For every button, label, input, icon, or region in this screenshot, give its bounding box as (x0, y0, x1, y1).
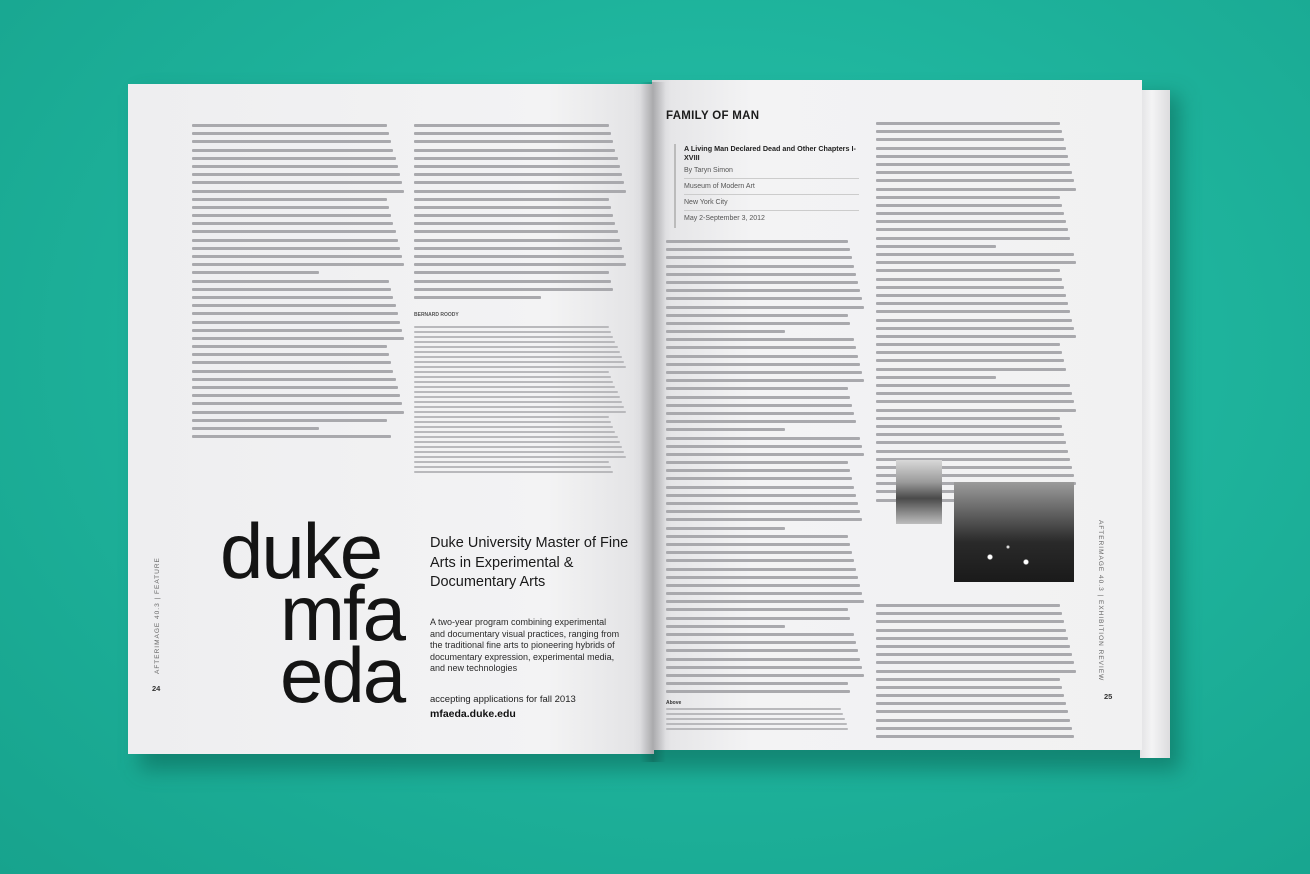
text-line (414, 396, 620, 398)
left-folio: 24 (152, 684, 161, 693)
text-line (192, 214, 391, 217)
text-line (876, 678, 1060, 681)
text-line (192, 181, 402, 184)
text-line (414, 426, 613, 428)
text-line (192, 263, 404, 266)
text-line (666, 510, 860, 513)
text-line (666, 486, 854, 489)
text-line (666, 728, 848, 730)
text-line (666, 445, 862, 448)
text-line (666, 346, 856, 349)
spine-gutter (640, 82, 666, 762)
exhibition-venue: Museum of Modern Art (684, 181, 859, 195)
text-line (414, 466, 611, 468)
text-line (192, 198, 387, 201)
text-line (192, 411, 404, 414)
text-line (876, 163, 1070, 166)
text-line (666, 428, 785, 431)
text-line (192, 353, 389, 356)
text-line (876, 433, 1064, 436)
text-line (192, 230, 396, 233)
text-line (876, 310, 1070, 313)
text-line (666, 625, 785, 628)
text-line (876, 196, 1060, 199)
text-line (666, 371, 862, 374)
text-line (666, 453, 864, 456)
ad-word-mfa: mfa (280, 569, 405, 657)
text-line (666, 379, 864, 382)
text-line (666, 576, 858, 579)
text-line (666, 248, 850, 251)
text-line (666, 633, 854, 636)
right-folio: 25 (1104, 692, 1113, 701)
text-line (666, 518, 862, 521)
text-line (666, 396, 850, 399)
text-line (666, 608, 848, 611)
text-line (666, 690, 850, 693)
text-line (876, 368, 1066, 371)
caption-head: Above (666, 700, 682, 706)
text-line (876, 645, 1070, 648)
text-line (666, 461, 848, 464)
ad-url: mfaeda.duke.edu (430, 708, 516, 720)
text-line (876, 327, 1074, 330)
text-line (192, 132, 389, 135)
text-line (414, 421, 611, 423)
text-line (666, 363, 860, 366)
text-line (876, 122, 1060, 125)
text-line (666, 708, 841, 710)
text-line (414, 132, 611, 135)
text-line (666, 437, 860, 440)
text-line (414, 149, 615, 152)
text-line (192, 304, 396, 307)
text-line (876, 612, 1062, 615)
text-line (876, 253, 1074, 256)
text-line (666, 649, 858, 652)
text-line (666, 387, 848, 390)
ad-word-duke: duke (220, 507, 382, 595)
text-line (192, 190, 404, 193)
text-line (414, 326, 609, 328)
text-line (192, 337, 404, 340)
text-line (876, 212, 1064, 215)
text-line (666, 330, 785, 333)
text-line (192, 435, 391, 438)
text-line (192, 312, 398, 315)
text-line (414, 401, 622, 403)
text-line (414, 181, 624, 184)
text-line (876, 359, 1064, 362)
text-line (192, 271, 319, 274)
text-line (414, 356, 622, 358)
text-line (414, 371, 609, 373)
text-line (876, 302, 1068, 305)
text-line (192, 165, 398, 168)
text-line (666, 314, 848, 317)
text-line (876, 351, 1062, 354)
text-line (414, 173, 622, 176)
text-line (666, 420, 856, 423)
text-line (876, 294, 1066, 297)
text-line (876, 661, 1074, 664)
text-line (876, 735, 1074, 738)
text-line (876, 670, 1076, 673)
text-line (192, 239, 398, 242)
page-stack-edge (1140, 90, 1170, 758)
text-line (876, 653, 1072, 656)
text-line (666, 502, 858, 505)
text-line (414, 406, 624, 408)
text-line (192, 280, 389, 283)
text-line (876, 220, 1066, 223)
text-line (876, 261, 1076, 264)
text-line (666, 355, 858, 358)
text-line (414, 239, 620, 242)
text-line (666, 256, 852, 259)
text-line (666, 568, 856, 571)
text-line (666, 592, 862, 595)
text-line (876, 286, 1064, 289)
text-line (666, 641, 856, 644)
ad-description: A two-year program combining experimental and documentary visual practices, ranging from the traditional fine arts to pioneering hybrids of documentary expression, experimental media, and new technologies (430, 617, 620, 673)
text-line (876, 417, 1060, 420)
text-line (876, 637, 1068, 640)
text-line (876, 620, 1064, 623)
right-page (652, 80, 1142, 750)
text-line (876, 425, 1062, 428)
text-line (666, 297, 862, 300)
right-column-1 (666, 240, 864, 699)
text-line (876, 409, 1076, 412)
text-line (414, 376, 611, 378)
text-line (666, 240, 848, 243)
left-column-2 (414, 124, 626, 304)
text-line (192, 427, 319, 430)
text-line (192, 361, 391, 364)
left-column-1 (192, 124, 404, 443)
text-line (666, 265, 854, 268)
text-line (192, 329, 402, 332)
ad-accepting: accepting applications for fall 2013 (430, 694, 576, 705)
text-line (666, 559, 854, 562)
text-line (666, 404, 852, 407)
left-page (128, 84, 654, 754)
text-line (666, 674, 864, 677)
text-line (192, 206, 389, 209)
text-line (666, 338, 854, 341)
text-line (414, 331, 611, 333)
text-line (666, 682, 848, 685)
text-line (666, 551, 852, 554)
text-line (414, 461, 609, 463)
caption-text (666, 708, 856, 733)
text-line (876, 384, 1070, 387)
text-line (192, 157, 396, 160)
text-line (666, 469, 850, 472)
exhibition-city: New York City (684, 197, 859, 211)
text-line (414, 230, 618, 233)
text-line (414, 456, 626, 458)
text-line (666, 494, 856, 497)
section-title: FAMILY OF MAN (666, 110, 760, 122)
text-line (414, 157, 618, 160)
text-line (414, 255, 624, 258)
text-line (666, 535, 848, 538)
text-line (666, 723, 847, 725)
text-line (876, 269, 1060, 272)
text-line (414, 222, 615, 225)
ad-word-eda: eda (280, 631, 405, 719)
text-line (192, 296, 393, 299)
text-line (414, 446, 622, 448)
text-line (666, 527, 785, 530)
text-line (192, 419, 387, 422)
text-line (666, 658, 860, 661)
text-line (192, 378, 396, 381)
text-line (192, 149, 393, 152)
text-line (192, 124, 387, 127)
exhibition-author: By Taryn Simon (684, 165, 859, 179)
text-line (876, 130, 1062, 133)
text-line (414, 124, 609, 127)
text-line (876, 204, 1062, 207)
text-line (192, 402, 402, 405)
text-line (876, 719, 1070, 722)
text-line (414, 436, 618, 438)
text-line (876, 228, 1068, 231)
text-line (876, 147, 1066, 150)
city-night-photo (954, 482, 1074, 582)
text-line (666, 322, 850, 325)
text-line (192, 247, 400, 250)
text-line (876, 400, 1074, 403)
text-line (192, 370, 393, 373)
text-line (666, 412, 854, 415)
text-line (876, 392, 1072, 395)
text-line (414, 263, 626, 266)
text-line (414, 416, 609, 418)
text-line (876, 278, 1062, 281)
text-line (414, 451, 624, 453)
text-line (666, 584, 860, 587)
text-line (414, 165, 620, 168)
ad-title: Duke University Master of Fine Arts in Experimental & Documentary Arts (430, 535, 629, 590)
text-line (414, 280, 611, 283)
text-line (666, 713, 843, 715)
text-line (192, 386, 398, 389)
text-line (192, 255, 402, 258)
text-line (192, 140, 391, 143)
text-line (414, 441, 620, 443)
text-line (414, 296, 541, 299)
exhibition-dates: May 2-September 3, 2012 (684, 215, 765, 222)
text-line (876, 727, 1072, 730)
text-line (414, 198, 609, 201)
text-line (876, 319, 1072, 322)
text-line (414, 288, 613, 291)
text-line (876, 686, 1062, 689)
text-line (414, 411, 626, 413)
text-line (666, 289, 860, 292)
text-line (666, 306, 864, 309)
text-line (414, 366, 626, 368)
text-line (414, 391, 618, 393)
text-line (876, 155, 1068, 158)
text-line (876, 694, 1064, 697)
text-line (666, 617, 850, 620)
text-line (414, 341, 615, 343)
text-line (666, 666, 862, 669)
text-line (414, 206, 611, 209)
text-line (414, 214, 613, 217)
text-line (666, 273, 856, 276)
exhibition-info (674, 144, 859, 228)
text-line (192, 173, 400, 176)
text-line (876, 629, 1066, 632)
text-line (876, 188, 1076, 191)
text-line (666, 600, 864, 603)
right-column-2-top (876, 122, 1076, 507)
text-line (414, 271, 609, 274)
text-line (414, 381, 613, 383)
text-line (876, 450, 1068, 453)
text-line (876, 179, 1074, 182)
text-line (876, 237, 1070, 240)
bio-byline: BERNARD ROODY (414, 312, 459, 318)
text-line (876, 343, 1060, 346)
text-line (414, 336, 613, 338)
text-line (414, 431, 615, 433)
text-line (876, 138, 1064, 141)
text-line (666, 477, 852, 480)
text-line (666, 718, 845, 720)
text-line (876, 376, 996, 379)
text-line (192, 288, 391, 291)
text-line (414, 471, 613, 473)
text-line (414, 140, 613, 143)
text-line (414, 190, 626, 193)
text-line (192, 345, 387, 348)
text-line (876, 604, 1060, 607)
portrait-photo (896, 460, 942, 524)
text-line (414, 346, 618, 348)
text-line (876, 441, 1066, 444)
text-line (414, 351, 620, 353)
right-running-head: AFTERIMAGE 40.3 | EXHIBITION REVIEW (1097, 520, 1104, 682)
text-line (414, 361, 624, 363)
text-line (876, 335, 1076, 338)
text-line (192, 394, 400, 397)
text-line (876, 710, 1068, 713)
text-line (192, 321, 400, 324)
right-column-2-bottom (876, 604, 1076, 743)
text-line (414, 247, 622, 250)
text-line (876, 245, 996, 248)
left-running-head: AFTERIMAGE 40.3 | FEATURE (154, 557, 161, 674)
left-footnotes (414, 326, 626, 476)
exhibition-title: A Living Man Declared Dead and Other Chapters I-XVIII (684, 144, 856, 162)
text-line (666, 543, 850, 546)
text-line (666, 281, 858, 284)
text-line (876, 702, 1066, 705)
text-line (876, 171, 1072, 174)
text-line (192, 222, 393, 225)
text-line (414, 386, 615, 388)
